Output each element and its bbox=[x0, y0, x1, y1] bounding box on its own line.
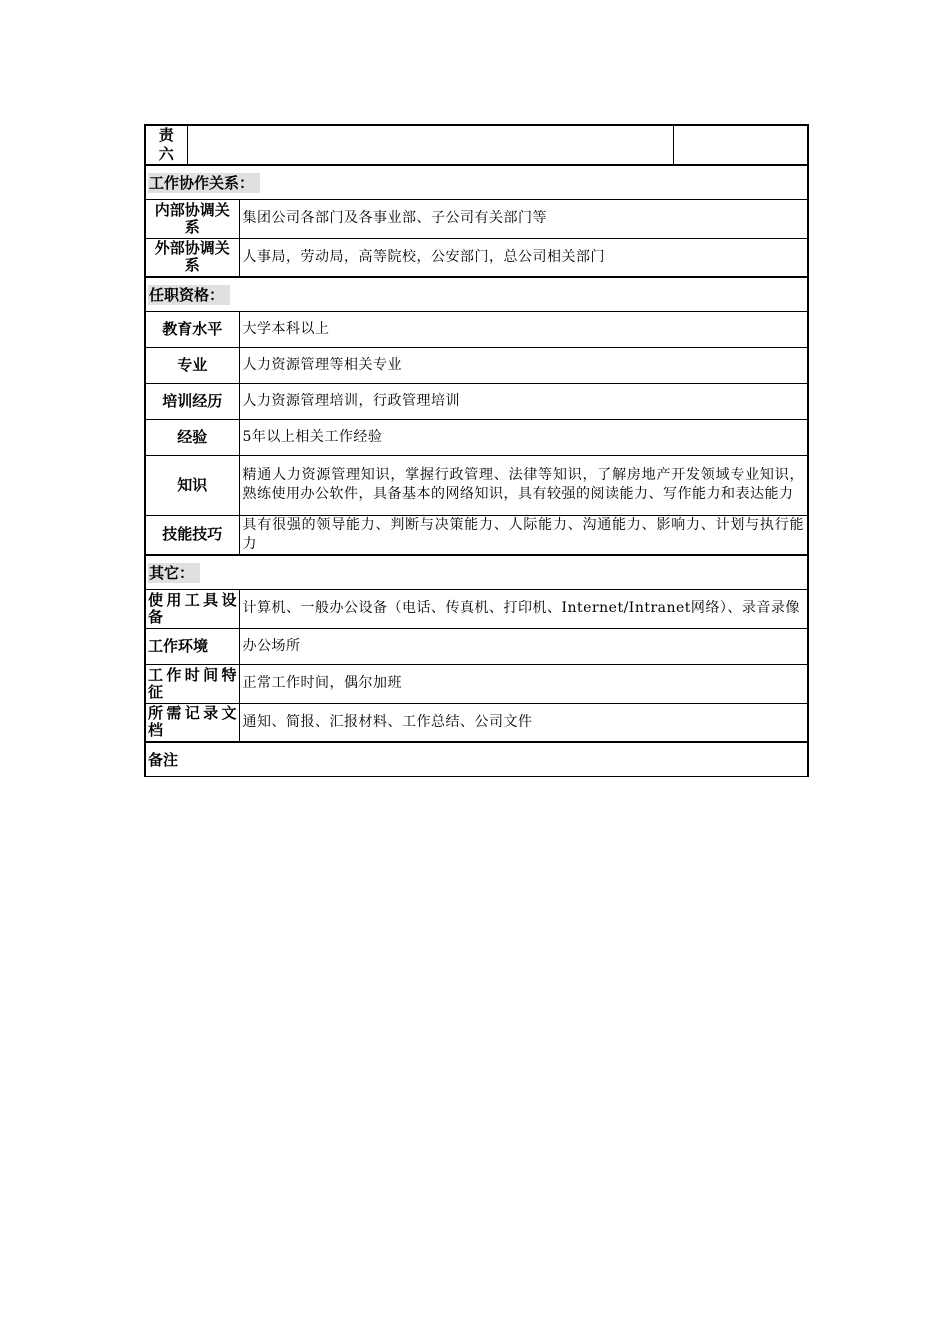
other-value: 通知、简报、汇报材料、工作总结、公司文件 bbox=[239, 703, 808, 742]
duty-label-line1: 责 bbox=[158, 126, 174, 144]
qualification-row bbox=[145, 311, 808, 347]
other-row bbox=[145, 589, 808, 628]
qualification-label: 知识 bbox=[145, 455, 239, 515]
qualification-row bbox=[145, 455, 808, 515]
qualification-value: 大学本科以上 bbox=[239, 311, 808, 347]
cooperation-label: 内部协调关系 bbox=[145, 199, 239, 238]
qualification-value: 人力资源管理培训，行政管理培训 bbox=[239, 383, 808, 419]
duty-extra bbox=[673, 125, 808, 165]
other-row bbox=[145, 628, 808, 664]
other-label: 工作时间特征 bbox=[145, 664, 239, 703]
qualification-label: 培训经历 bbox=[145, 383, 239, 419]
qualification-section-title: 任职资格： bbox=[145, 277, 808, 311]
duty-label bbox=[145, 125, 187, 165]
cooperation-label: 外部协调关系 bbox=[145, 238, 239, 277]
duty-label-line2: 六 bbox=[158, 145, 174, 163]
other-section-title: 其它： bbox=[145, 555, 808, 589]
cooperation-value: 集团公司各部门及各事业部、子公司有关部门等 bbox=[239, 199, 808, 238]
qualification-label: 教育水平 bbox=[145, 311, 239, 347]
qualification-label: 经验 bbox=[145, 419, 239, 455]
other-label: 使用工具设备 bbox=[145, 589, 239, 628]
qualification-row bbox=[145, 419, 808, 455]
cooperation-header-row bbox=[145, 165, 808, 199]
qualification-value: 人力资源管理等相关专业 bbox=[239, 347, 808, 383]
other-label: 所需记录文档 bbox=[145, 703, 239, 742]
other-header-row bbox=[145, 555, 808, 589]
qualification-value: 5年以上相关工作经验 bbox=[239, 419, 808, 455]
cooperation-section-title: 工作协作关系： bbox=[145, 165, 808, 199]
other-value: 正常工作时间，偶尔加班 bbox=[239, 664, 808, 703]
cooperation-row-internal bbox=[145, 199, 808, 238]
other-value: 计算机、一般办公设备（电话、传真机、打印机、Internet/Intranet网络）、录音录像 bbox=[239, 589, 808, 628]
duty-row bbox=[145, 125, 808, 165]
qualification-label: 专业 bbox=[145, 347, 239, 383]
remarks-title: 备注 bbox=[145, 742, 808, 776]
qualification-header-row bbox=[145, 277, 808, 311]
cooperation-row-external bbox=[145, 238, 808, 277]
qualification-label: 技能技巧 bbox=[145, 515, 239, 555]
other-row bbox=[145, 703, 808, 742]
qualification-row bbox=[145, 515, 808, 555]
qualification-row bbox=[145, 383, 808, 419]
cooperation-value: 人事局，劳动局，高等院校，公安部门，总公司相关部门 bbox=[239, 238, 808, 277]
qualification-value: 精通人力资源管理知识，掌握行政管理、法律等知识，了解房地产开发领域专业知识，熟练使用办公软件，具备基本的网络知识，具有较强的阅读能力、写作能力和表达能力 bbox=[239, 455, 808, 515]
qualification-row bbox=[145, 347, 808, 383]
job-description-table bbox=[144, 124, 807, 777]
other-label: 工作环境 bbox=[145, 628, 239, 664]
other-value: 办公场所 bbox=[239, 628, 808, 664]
duty-content bbox=[187, 125, 673, 165]
other-row bbox=[145, 664, 808, 703]
qualification-value: 具有很强的领导能力、判断与决策能力、人际能力、沟通能力、影响力、计划与执行能力 bbox=[239, 515, 808, 555]
remarks-row bbox=[145, 742, 808, 776]
